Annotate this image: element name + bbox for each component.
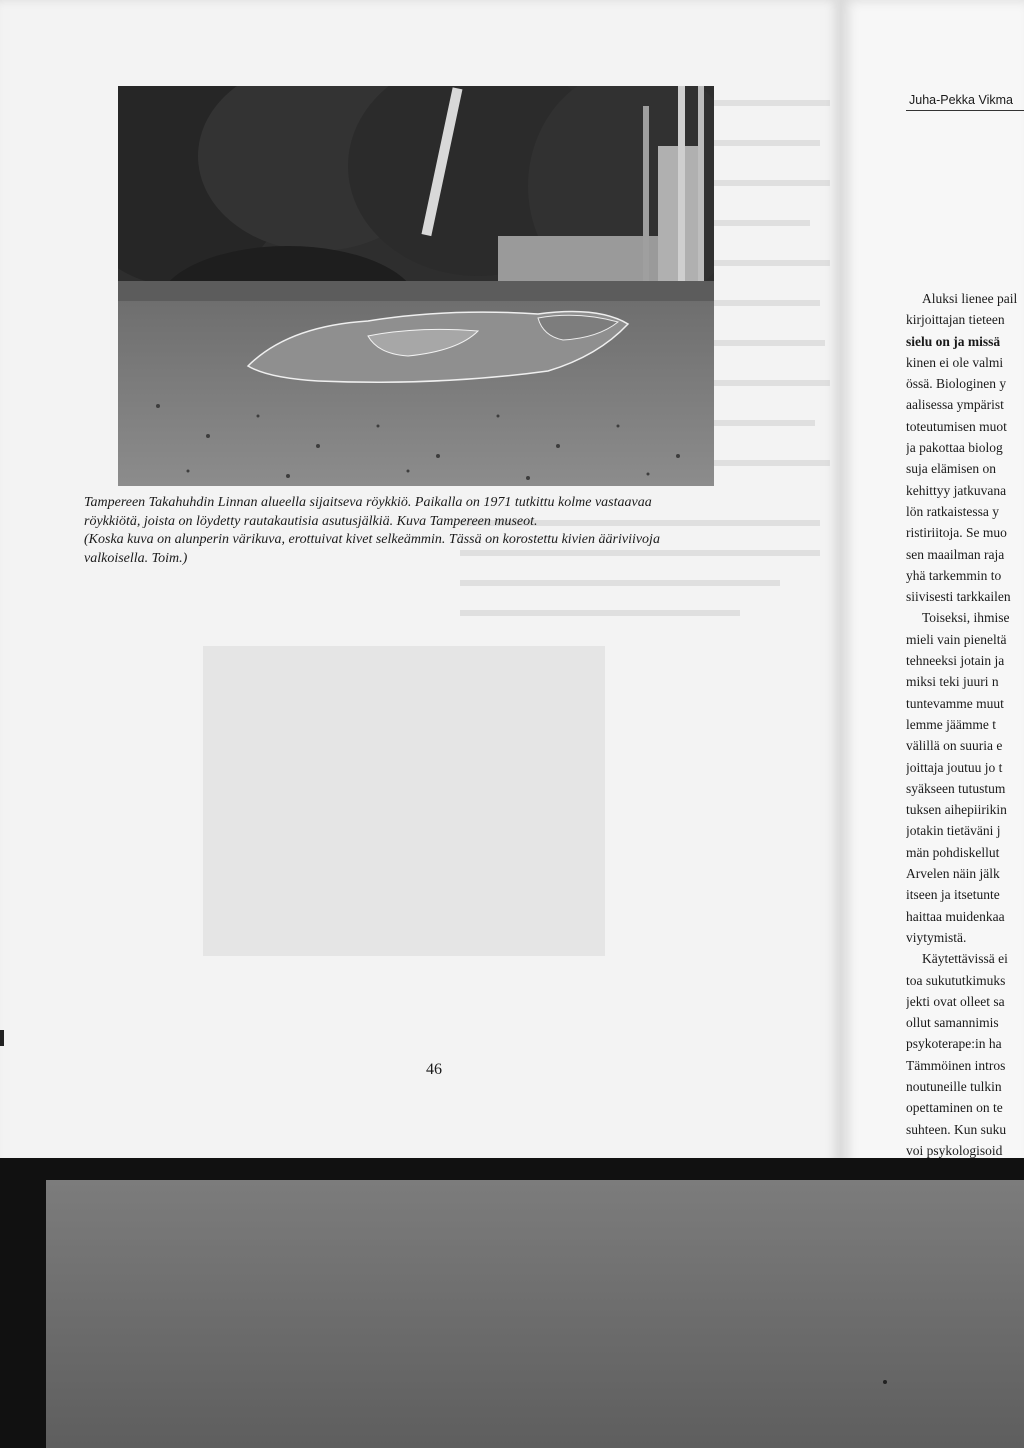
edge-mark — [0, 1030, 4, 1046]
scan-border-side — [0, 1170, 46, 1448]
body-text-line: kinen ei ole valmi — [906, 354, 1004, 370]
body-text-line: tehneeksi jotain ja — [906, 653, 1005, 669]
body-text-line: miksi teki juuri n — [906, 674, 999, 690]
body-text-line: itseen ja itsetunte — [906, 887, 1000, 903]
body-text-line: Toiseksi, ihmise — [922, 610, 1010, 626]
body-text-line: siivisesti tarkkailen — [906, 589, 1011, 605]
body-text-line: jotakin tietäväni j — [906, 823, 1001, 839]
body-text-line: viytymistä. — [906, 929, 967, 945]
body-text-line: suja elämisen on — [906, 461, 996, 477]
body-text-line: Aluksi lienee pail — [922, 291, 1018, 306]
body-text-line: toa sukututkimuks — [906, 972, 1006, 988]
body-text-line: kehittyy jatkuvana — [906, 482, 1007, 498]
body-text-line: tuntevamme muut — [906, 695, 1004, 711]
body-text-line: noutuneille tulkin — [906, 1078, 1002, 1094]
body-text-line: opettaminen on te — [906, 1100, 1003, 1116]
body-text-line: haittaa muidenkaa — [906, 908, 1005, 924]
body-text-line: toteutumisen muot — [906, 418, 1007, 434]
body-text-line: mieli vain pieneltä — [906, 631, 1007, 647]
body-text-line: Käytettävissä ei — [922, 951, 1008, 967]
dust-speck — [883, 1380, 887, 1384]
body-text-line: lemme jäämme t — [906, 716, 996, 732]
running-header-author: Juha-Pekka Vikma — [909, 93, 1013, 107]
photo-caption — [84, 494, 784, 568]
scan-border — [0, 1158, 1024, 1180]
body-text-line: syäkseen tutustum — [906, 780, 1006, 796]
body-text-line: voi psykologisoid — [906, 1142, 1003, 1158]
body-text-line: kirjoittajan tieteen — [906, 312, 1005, 328]
scanner-bed — [46, 1180, 1024, 1448]
body-text-line: aalisessa ympärist — [906, 397, 1004, 413]
body-text-line: psykoterape:in ha — [906, 1036, 1002, 1052]
body-text-line: suhteen. Kun suku — [906, 1121, 1007, 1137]
body-text-line: Arvelen näin jälk — [906, 866, 1000, 882]
body-text-line: sen maailman raja — [906, 546, 1005, 562]
body-text-line: jekti ovat olleet sa — [906, 993, 1005, 1009]
body-text-line: ja pakottaa biolog — [906, 440, 1003, 456]
page-number: 46 — [426, 1061, 442, 1078]
body-text-line: män pohdiskellut — [906, 844, 1000, 860]
right-page-body-text — [906, 288, 1024, 1182]
caption-line: valkoisella. Toim.) — [84, 550, 188, 566]
body-text-line: ollut samannimis — [906, 1015, 999, 1031]
body-text-line: välillä on suuria e — [906, 738, 1003, 754]
body-text-line: tuksen aihepiirikin — [906, 802, 1007, 818]
body-text-line: össä. Biologinen y — [906, 376, 1007, 392]
body-text-line: ristiriitoja. Se muo — [906, 525, 1007, 541]
body-text-line: yhä tarkemmin to — [906, 567, 1002, 583]
header-rule — [906, 110, 1024, 111]
bleed-through-photo — [203, 646, 605, 956]
photograph-stone-cairn — [118, 86, 714, 486]
caption-line: röykkiötä, joista on löydetty rautakautisia asutusjälkiä. Kuva Tampereen museot. — [84, 513, 538, 529]
body-text-line: Tämmöinen intros — [906, 1057, 1006, 1073]
caption-line: (Koska kuva on alunperin värikuva, erottuivat kivet selkeämmin. Tässä on korostettu kivien ääriviivoja — [84, 532, 660, 547]
caption-line: Tampereen Takahuhdin Linnan alueella sijaitseva röykkiö. Paikalla on 1971 tutkittu kolme vastaavaa — [84, 495, 652, 510]
body-text-line: joittaja joutuu jo t — [906, 759, 1003, 775]
body-text-line: lön ratkaistessa y — [906, 503, 999, 519]
body-text-line: sielu on ja missä — [906, 333, 1001, 349]
